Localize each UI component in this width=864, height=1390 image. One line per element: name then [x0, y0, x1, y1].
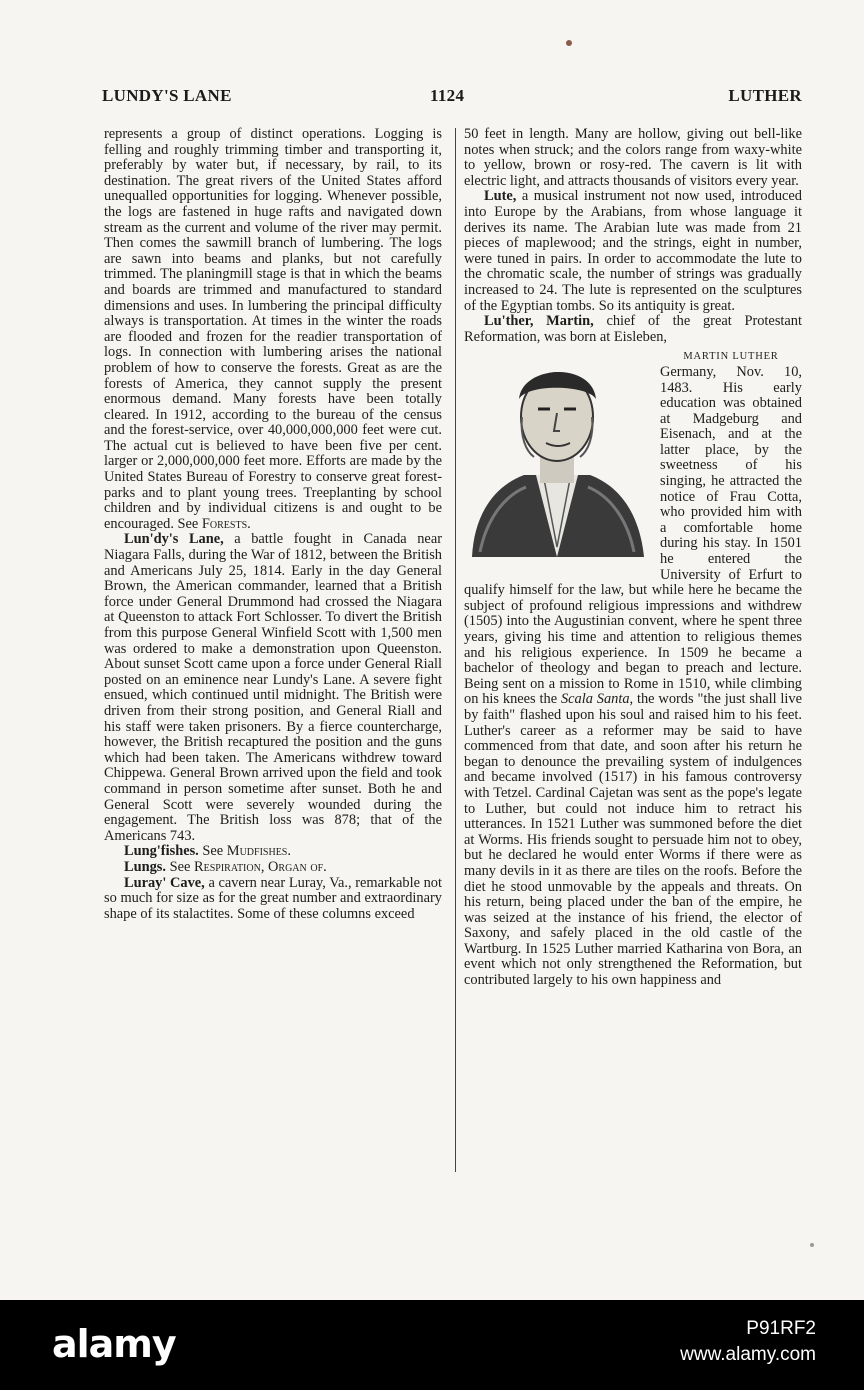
right-column: [464, 127, 802, 989]
headword-lungs: Lungs.: [124, 858, 166, 875]
entry-lungfishes: [104, 844, 442, 860]
entry-luray-cave: [104, 876, 442, 923]
portrait-caption: MARTIN LUTHER: [683, 351, 779, 363]
header-right-guide-word: LUTHER: [728, 86, 802, 105]
alamy-logo: alamy: [52, 1322, 176, 1366]
image-id: P91RF2: [746, 1318, 816, 1339]
left-column: [104, 127, 442, 922]
image-credit: [680, 1316, 816, 1368]
lundys-lane-text: a battle fought in Canada near Niagara Falls, during the War of 1812, between the British and Americans July 25, 1814. Early in the day General Brown, the American commander, learned that a British force under General Drummond had crossed the Niagara at Queenston to attack Fort Schlosser. To divert the British from this purpose General Winfield Scott with 1,500 men was ordered to make a demonstration upon Queenston. About sunset Scott came upon a force under General Riall posted on an eminence near Lundy's Lane. A severe fight ensued, which continued until midnight. The British were driven from their strong position, and General Riall and his staff were taken prisoners. By a fierce countercharge, however, the British recaptured the position and the guns which had been taken. The Americans withdrew toward Chippewa. General Brown arrived upon the field and took command in person sometime after sunset. Both he and General Scott were severely wounded during the engagement. The British loss was 878; that of the Americans 743.: [104, 531, 442, 844]
entry-lundys-lane: [104, 532, 442, 844]
lungs-see: See: [169, 858, 191, 875]
ink-speck: [810, 1243, 814, 1247]
entry-lungs: [104, 860, 442, 876]
entry-luther-martin: [464, 314, 802, 345]
page-number: 1124: [430, 86, 465, 105]
headword-lute: Lute,: [484, 188, 517, 205]
lungfishes-see: See: [202, 843, 224, 860]
luray-cave-text: a cavern near Luray, Va., remarkable not so much for size as for the great number and extraordinary shape of its stalactites. Some of these columns exceed: [104, 874, 442, 922]
entry-lute: [464, 189, 802, 314]
lumber-text: represents a group of distinct operations. Logging is felling and roughly trimming timber and transporting it, preferably by water but, if necessary, by rail, to its destination. The great rivers of the United States afford unequalled opportunities for logging. Whenever possible, the logs are fastened in huge rafts and navigated down stream as the current and volume of the river may permit. Then comes the sawmill branch of lumbering. The logs are sawn into beams and planks, but not carefully trimmed. The planingmill stage is that in which the beams and boards are trimmed and manufactured to standard dimensions and uses. In lumbering the principal difficulty always is transportation. At times in the winter the roads are flooded and frozen for the readier transportation of logs. In connection with lumbering arises the national problem of how to conserve the forests. Great as are the forests of America, they cannot supply the present enormous demand. Many forests have been totally cleared. In 1912, according to the bureau of the census and the forest-service, over 40,000,000,000 feet were cut. The actual cut is believed to have been five per cent. larger or 2,000,000,000 feet more. Efforts are made by the United States Bureau of Forestry to conserve great forest-parks and to plant young trees. Treeplanting by school children and by individual citizens is and ought to be encouraged. See: [104, 126, 442, 532]
forests-cross-reference: Forests.: [201, 515, 251, 532]
lute-text: a musical instrument not now used, introduced into Europe by the Arabians, from whose language it derives its name. The Arabian lute was made from 21 pieces of maplewood; and the strings, eight in number, were tuned in pairs. In order to accommodate the lute to the chromatic scale, the number of strings was gradually increased to 24. The lute is represented on the sculptures of the Egyptian tombs. So its antiquity is great.: [464, 188, 802, 314]
lumber-paragraph: [104, 127, 442, 532]
martin-luther-engraving: [462, 347, 652, 557]
headword-lungfishes: Lung'fishes.: [124, 843, 199, 860]
luther-intro: chief of the great Protestant Reformation, was born at Eisleben,: [464, 313, 802, 345]
luther-biography-text: Germany, Nov. 10, 1483. His early education was obtained at Madgeburg and Eisenach, and at the latter place, by the sweetness of his singing, he attracted the notice of Frau Cotta, who provided him with a comfortable home during his stay. In 1501 he entered the University of Erfurt to qualify himself for the law, but while here he became the subject of profound religious impressions and withdrew (1505) into the Augustinian convent, where he spent three years, giving his time and attention to religious themes and his religious experience. In 1509 he became a bachelor of theology and began to preach and lecture. Being sent on a mission to Rome in 1510, while climbing on his knees the Scala Santa, the words "the just shall live by faith" flashed upon his soul and raised him to his feet. Luther's career as a reformer may be said to have commenced from that date, and soon after his return he began to denounce the prevailing system of indulgences and became involved (1517) in his famous controversy with Tetzel. Cardinal Cajetan was sent as the pope's legate to Luther, but could not induce him to retract his utterances. In 1521 Luther was summoned before the diet at Worms. His friends sought to persuade him not to obey, but he declared he would enter Worms if there were as many devils in it as there are tiles on the roofs. Before the diet he stood unmovable by the appeals and threats. On his return, being placed under the ban of the empire, he was seized at the instance of his friend, the elector of Saxony, and safely placed in the old castle of the Wartburg. In 1525 Luther married Katharina von Bora, an event which not only strengthened the Reformation, but contributed largely to his own happiness and: [464, 363, 803, 989]
running-header: [102, 86, 802, 110]
ink-spot: [566, 40, 572, 46]
headword-luther-martin: Lu'ther, Martin,: [484, 313, 594, 330]
respiration-cross-reference: Respiration, Organ of.: [194, 858, 327, 875]
headword-lundys-lane: Lun'dy's Lane,: [124, 531, 224, 548]
mudfishes-cross-reference: Mudfishes.: [226, 843, 291, 860]
luther-portrait-figure: [462, 347, 654, 579]
column-divider: [455, 128, 456, 1172]
headword-luray-cave: Luray' Cave,: [124, 874, 205, 891]
site-url: www.alamy.com: [680, 1344, 816, 1365]
luray-continuation: 50 feet in length. Many are hollow, giving out bell-like notes when struck; and the colors range from waxy-white to yellow, brown or rosy-red. The cavern is lit with electric light, and attracts thousands of visitors every year.: [464, 126, 802, 189]
header-left-guide-word: LUNDY'S LANE: [102, 86, 232, 105]
